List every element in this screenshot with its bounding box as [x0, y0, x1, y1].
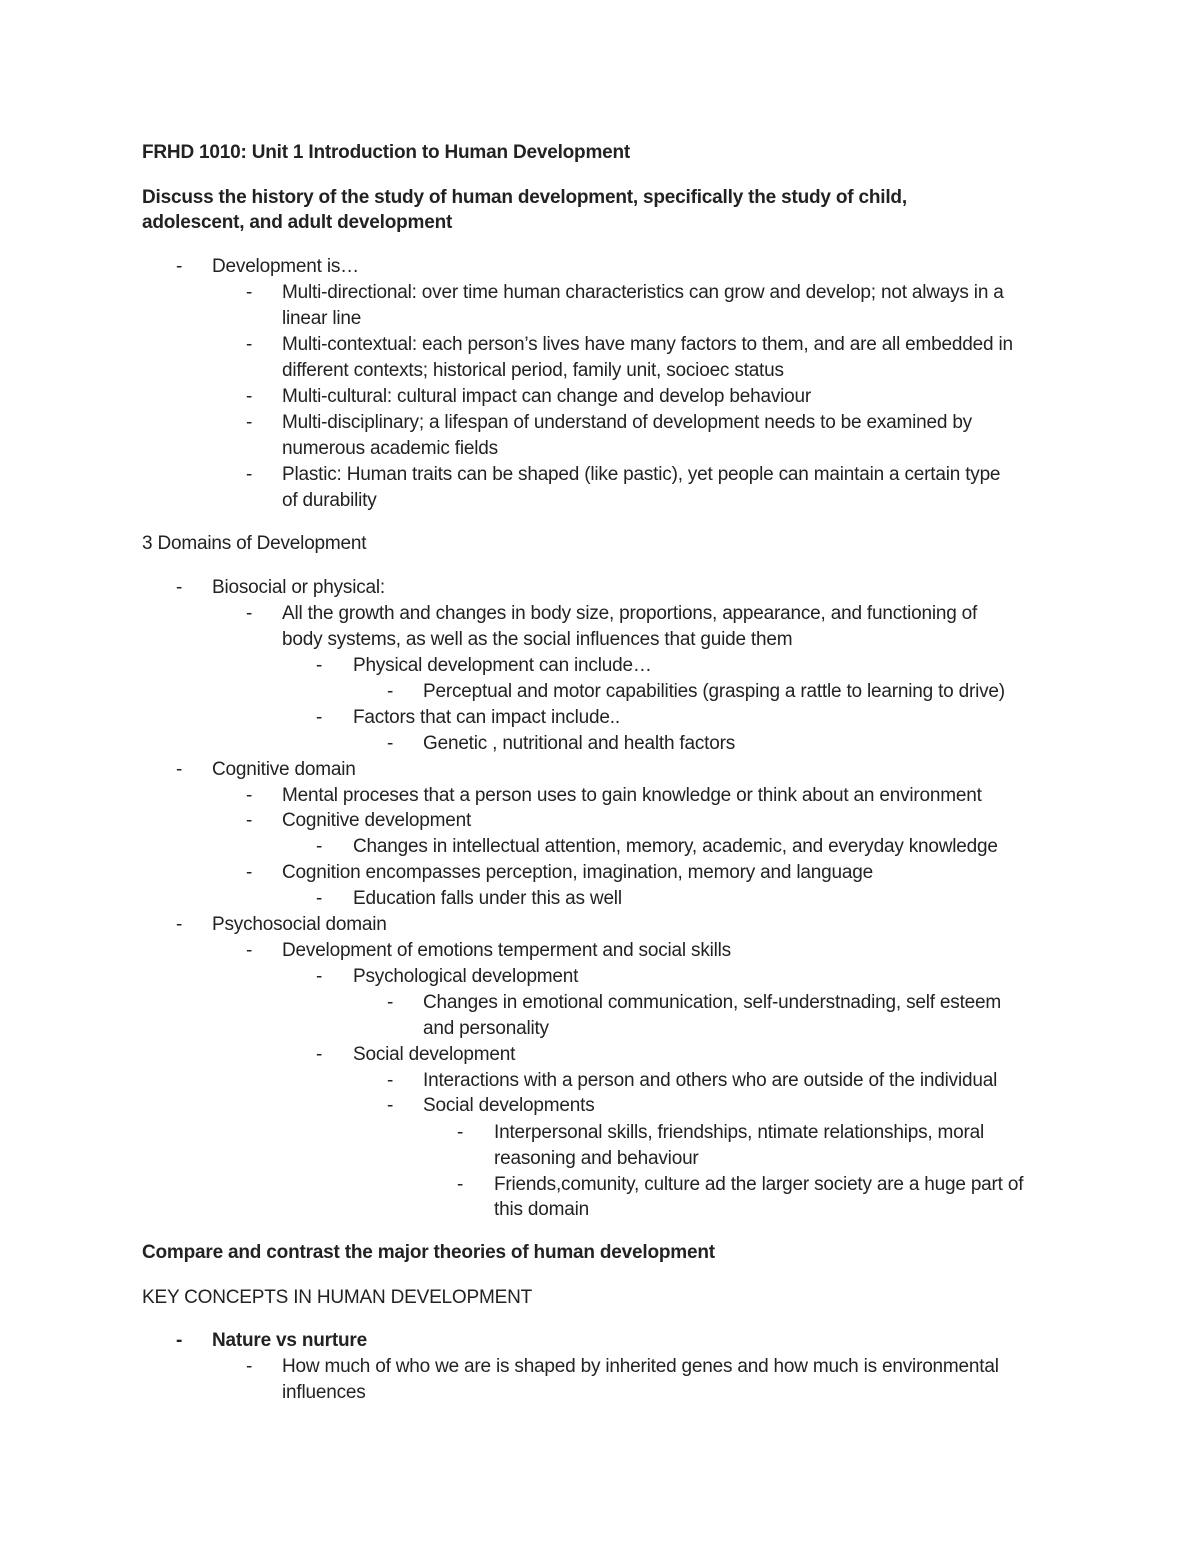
bullet-dash: -	[387, 733, 394, 754]
bullet-dash: -	[246, 1356, 253, 1377]
bullet-dash: -	[387, 1070, 394, 1091]
bullet-dash: -	[387, 1095, 394, 1116]
bullet-dash: -	[176, 577, 183, 598]
bullet-dash: -	[316, 1044, 323, 1065]
bullet-dash: -	[176, 256, 183, 277]
bullet-dash: -	[246, 785, 253, 806]
document-page: FRHD 1010: Unit 1 Introduction to Human Development Discuss the history of the study of human development, specifically the study of child, adolescent, and adult development - Development is… - Multi-directional: over time human characteristics can grow and develop; not always in a linear line - Multi-contextual: each person’s lives have many factors to them, and are all embedded in different contexts; historical period, family unit, socioec status - Multi-cultural: cultural impact can change and develop behaviour - Multi-disciplinary; a lifespan of understand of development needs to be examined by numerous academic fields - Plastic: Human traits can be shaped (like pastic), yet people can maintain a certain type of durability 3 Domains of Development - Biosocial or physical: - All the growth and changes in body size, proportions, appearance, and functioning of body systems, as well as the social influences that guide them - Physical development can include… - Perceptual and motor capabilities (grasping a rattle to learning to drive) - Factors that can impact include.. - Genetic , nutritional and health factors - Cognitive domain - Mental proceses that a person uses to gain knowledge or think about an environment - Cognitive development - Changes in intellectual attention, memory, academic, and everyday knowledge - Cognition encompasses perception, imagination, memory and language - Education falls under this as well - Psychosocial domain - Development of emotions temperment and social skills - Psychological development - Changes in emotional communication, self-understnading, self esteem and personality - Social development - Interactions with a person and others who are outside of the individual - Social developments - Interpersonal skills, friendships, ntimate relationships, moral reasoning and behaviour - Friends,comunity, culture ad the larger society are a huge part of this domain Compare and contrast the major theories of human development KEY CONCEPTS IN HUMAN DEVELOPMENT - Nature vs nurture - How much of who we are is shaped by inherited genes and how much is environmental influences	[142, 142, 1024, 1403]
bullet-dash: -	[316, 707, 323, 728]
bullet-dash: -	[387, 992, 394, 1013]
bullet-dash: -	[176, 1330, 183, 1351]
bullet-dash: -	[246, 603, 253, 624]
bullet-dash: -	[246, 334, 253, 355]
bullet-dash: -	[246, 282, 253, 303]
bullet-dash: -	[316, 655, 323, 676]
bullet-dash: -	[246, 412, 253, 433]
bullet-dash: -	[457, 1122, 464, 1143]
bullet-dash: -	[246, 810, 253, 831]
bullet-dash: -	[387, 681, 394, 702]
bullet-dash: -	[457, 1174, 464, 1195]
bullet-dash: -	[246, 464, 253, 485]
bullet-dash: -	[246, 940, 253, 961]
bullet-dash: -	[176, 759, 183, 780]
bullet-dash: -	[176, 914, 183, 935]
bullet-dash: -	[316, 966, 323, 987]
bullet-dash: -	[246, 862, 253, 883]
bullet-dash: -	[316, 836, 323, 857]
bullet-dash: -	[246, 386, 253, 407]
bullet-dash: -	[316, 888, 323, 909]
